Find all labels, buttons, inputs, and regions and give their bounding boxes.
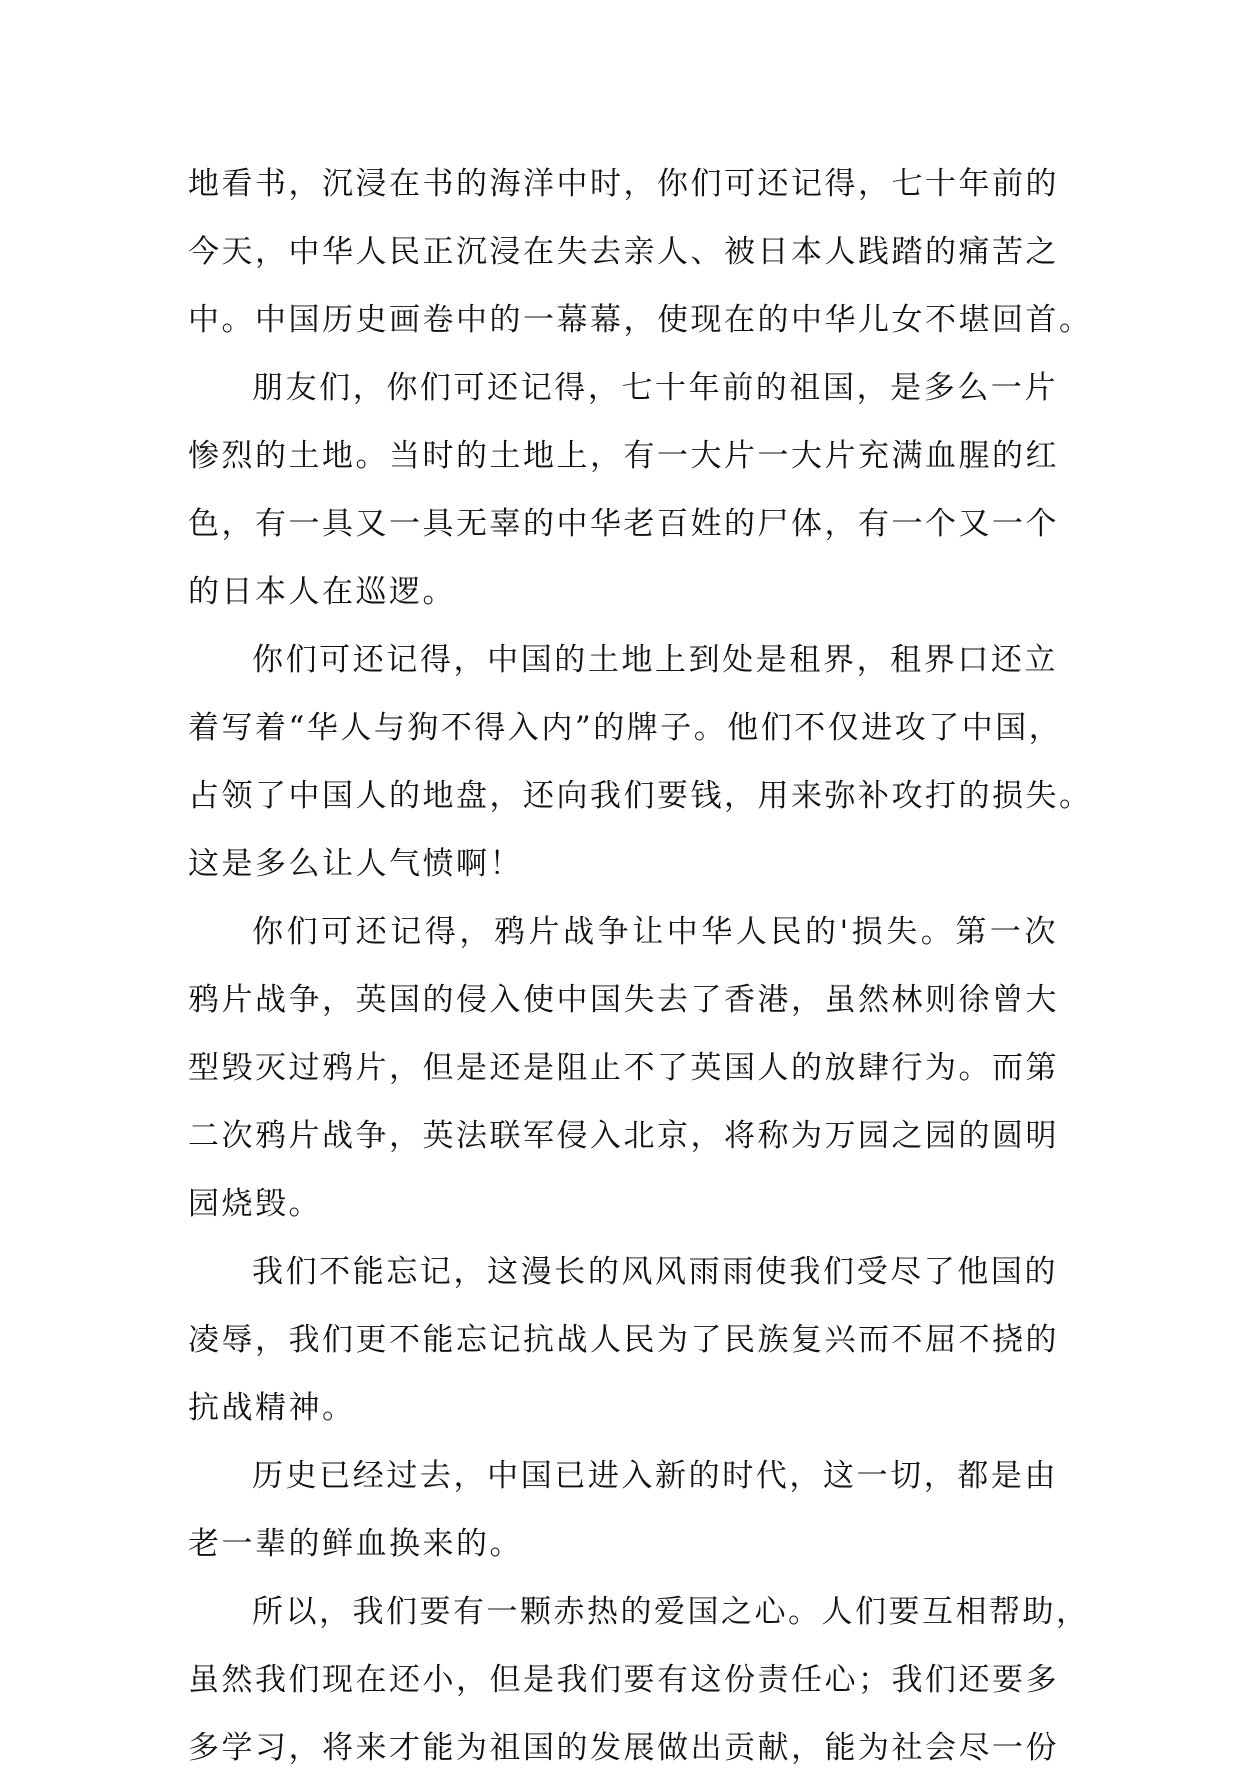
text-line-24: 多学习，将来才能为祖国的发展做出贡献，能为社会尽一份 bbox=[188, 1730, 1059, 1766]
paragraph-start-line: 历史已经过去，中国已进入新的时代，这一切，都是由 bbox=[252, 1458, 1058, 1494]
text-line-6: 色，有一具又一具无辜的中华老百姓的尸体，有一个又一个 bbox=[188, 506, 1059, 542]
paragraph-start-line: 你们可还记得，鸦片战争让中华人民的'损失。第一次 bbox=[252, 914, 1058, 950]
text-line-14: 型毁灭过鸦片，但是还是阻止不了英国人的放肆行为。而第 bbox=[188, 1050, 1059, 1086]
paragraph-end-line: 园烧毁。 bbox=[188, 1186, 322, 1222]
text-line-3: 中。中国历史画卷中的一幕幕，使现在的中华儿女不堪回首。 bbox=[188, 302, 1093, 338]
text-line-18: 凌辱，我们更不能忘记抗战人民为了民族复兴而不屈不挠的 bbox=[188, 1322, 1059, 1358]
text-line-1: 地看书，沉浸在书的海洋中时，你们可还记得，七十年前的 bbox=[188, 166, 1059, 202]
paragraph-start-line: 你们可还记得，中国的土地上到处是租界，租界口还立 bbox=[252, 642, 1058, 678]
text-line-5: 惨烈的土地。当时的土地上，有一大片一大片充满血腥的红 bbox=[188, 438, 1059, 474]
paragraph-end-line: 的日本人在巡逻。 bbox=[188, 574, 456, 610]
paragraph-start-line: 朋友们，你们可还记得，七十年前的祖国，是多么一片 bbox=[252, 370, 1058, 406]
text-line-9: 着写着“华人与狗不得入内”的牌子。他们不仅进攻了中国， bbox=[188, 710, 1063, 746]
paragraph-start-line: 我们不能忘记，这漫长的风风雨雨使我们受尽了他国的 bbox=[252, 1254, 1058, 1290]
text-line-15: 二次鸦片战争，英法联军侵入北京，将称为万园之园的圆明 bbox=[188, 1118, 1059, 1154]
paragraph-end-line: 这是多么让人气愤啊！ bbox=[188, 846, 523, 882]
paragraph-end-line: 抗战精神。 bbox=[188, 1390, 356, 1426]
text-line-2: 今天，中华人民正沉浸在失去亲人、被日本人践踏的痛苦之 bbox=[188, 234, 1059, 270]
text-line-10: 占领了中国人的地盘，还向我们要钱，用来弥补攻打的损失。 bbox=[188, 778, 1093, 814]
text-line-13: 鸦片战争，英国的侵入使中国失去了香港，虽然林则徐曾大 bbox=[188, 982, 1059, 1018]
paragraph-end-line: 老一辈的鲜血换来的。 bbox=[188, 1526, 523, 1562]
text-line-23: 虽然我们现在还小，但是我们要有这份责任心；我们还要多 bbox=[188, 1662, 1059, 1698]
body-text bbox=[188, 150, 1093, 1782]
paragraph-start-line: 所以，我们要有一颗赤热的爱国之心。人们要互相帮助， bbox=[252, 1594, 1090, 1630]
